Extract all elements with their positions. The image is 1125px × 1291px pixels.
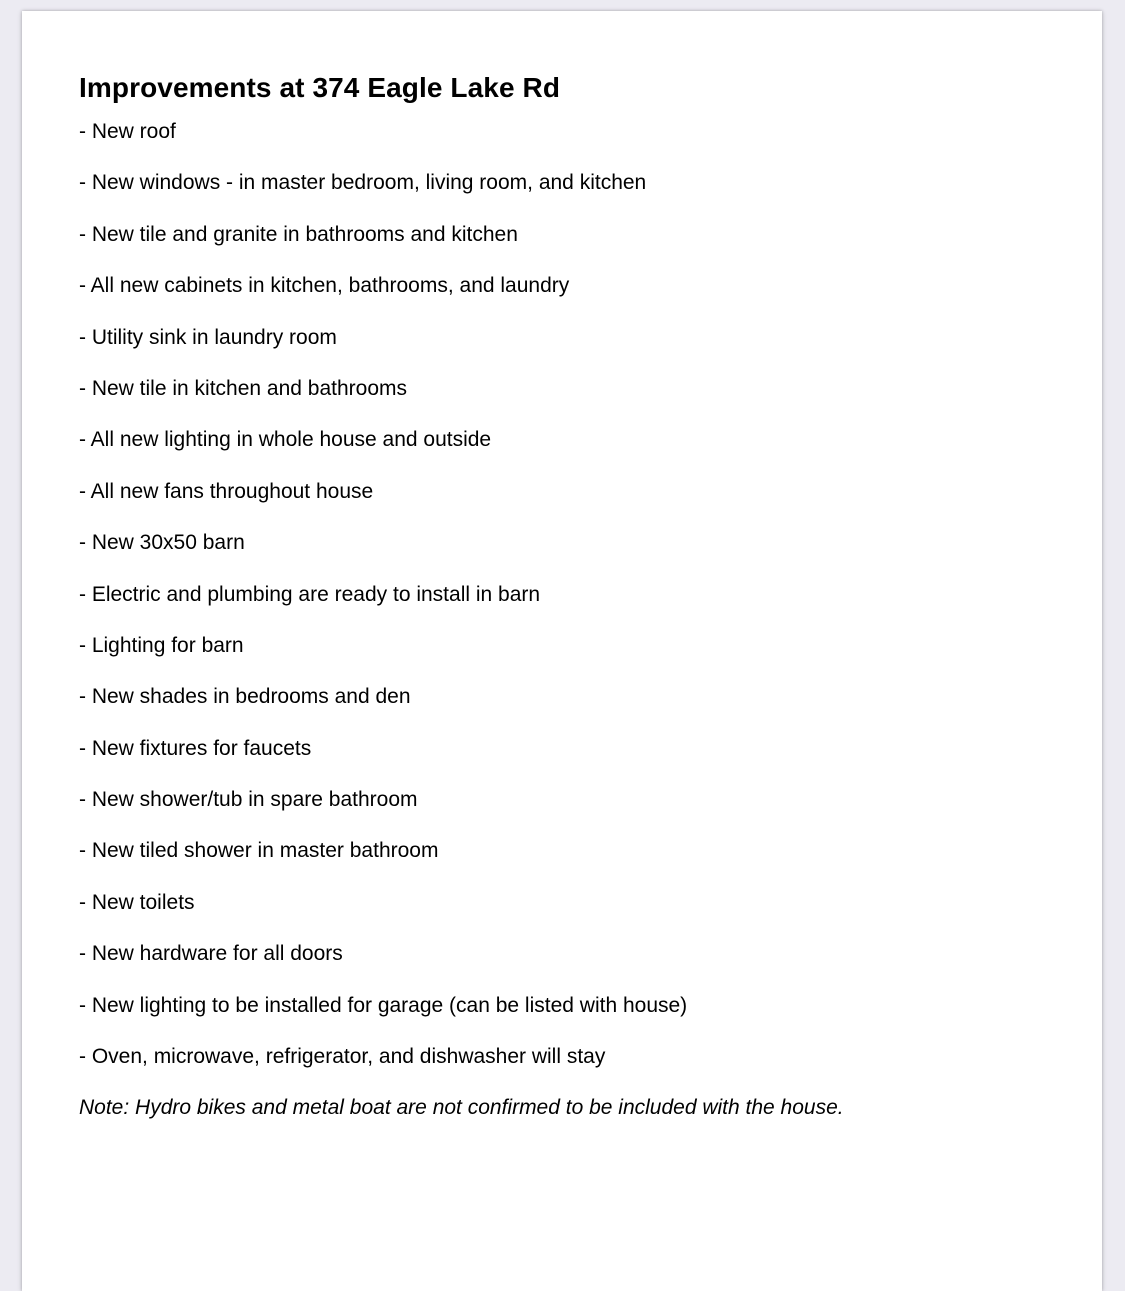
list-item: - New fixtures for faucets bbox=[79, 736, 312, 760]
list-item: - Lighting for barn bbox=[79, 633, 244, 657]
list-item: - New shades in bedrooms and den bbox=[79, 685, 411, 709]
list-item: - New toilets bbox=[79, 890, 195, 914]
document-content bbox=[79, 69, 1062, 1123]
list-item: - New tile in kitchen and bathrooms bbox=[79, 376, 407, 400]
list-item: - New roof bbox=[79, 120, 176, 143]
list-item: - New lighting to be installed for garage (can be listed with house) bbox=[79, 993, 688, 1017]
list-item: - New hardware for all doors bbox=[79, 942, 343, 966]
list-item: - Electric and plumbing are ready to install in barn bbox=[79, 582, 541, 606]
list-item: - New 30x50 barn bbox=[79, 531, 245, 555]
list-item: - All new lighting in whole house and outside bbox=[79, 428, 492, 452]
list-item: - All new cabinets in kitchen, bathrooms, and laundry bbox=[79, 274, 570, 298]
document-page bbox=[22, 11, 1102, 1291]
list-item: - New tiled shower in master bathroom bbox=[79, 839, 439, 863]
document-title: Improvements at 374 Eagle Lake Rd bbox=[79, 72, 561, 103]
improvements-list bbox=[79, 117, 1062, 1072]
list-item: - New windows - in master bedroom, living room, and kitchen bbox=[79, 171, 647, 195]
list-item: - New shower/tub in spare bathroom bbox=[79, 788, 418, 812]
document-note: Note: Hydro bikes and metal boat are not confirmed to be included with the house. bbox=[79, 1096, 844, 1120]
list-item: - All new fans throughout house bbox=[79, 479, 374, 503]
list-item: - Utility sink in laundry room bbox=[79, 325, 337, 349]
list-item: - New tile and granite in bathrooms and kitchen bbox=[79, 222, 518, 246]
list-item: - Oven, microwave, refrigerator, and dishwasher will stay bbox=[79, 1045, 606, 1069]
